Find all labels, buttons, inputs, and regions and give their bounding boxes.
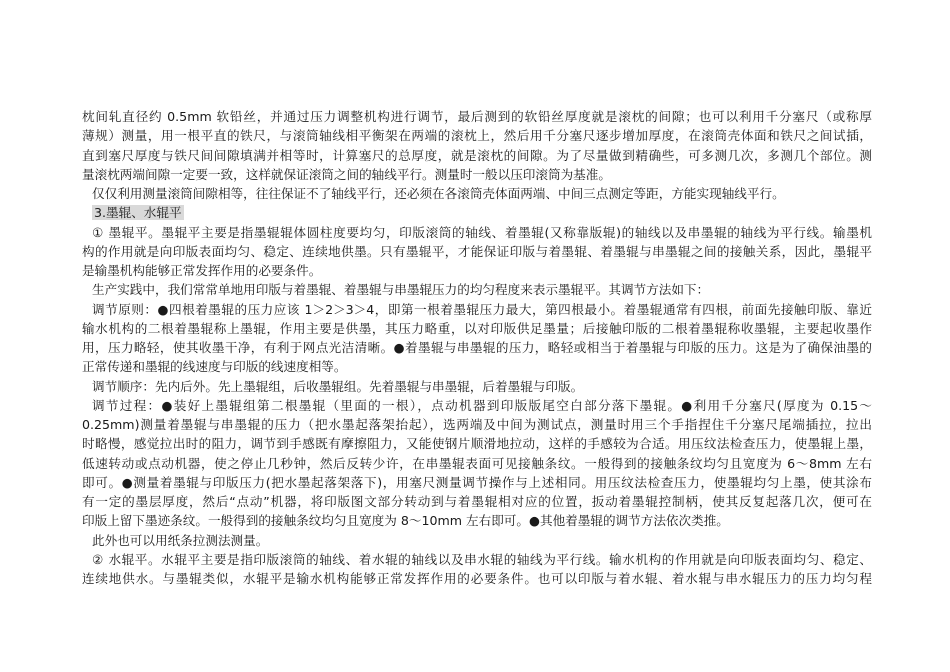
text-line: 即可。●测量着墨辊与印版压力(把水墨起落架落下)，用塞尺测量调节操作与上述相同。用压纹法检查压力，使墨辊均匀上墨，使其涂布: [82, 474, 872, 490]
text-line: 印版上留下墨迹条纹。一般得到的接触条纹均匀且宽度为 8～10mm 左右即可。●其他着墨辊的调节方法依次类推。: [82, 513, 729, 529]
text-line: 枕间轧直径约 0.5mm 软铅丝，并通过压力调整机构进行调节，最后测到的软铅丝厚度就是滚枕的间隙；也可以利用千分塞尺（或称厚: [82, 109, 872, 124]
section-heading: [82, 203, 872, 222]
text-line: 是输墨机构能够正常发挥作用的必要条件。: [82, 263, 322, 278]
text-line: 调节顺序：先内后外。先上墨辊组，后收墨辊组。先着墨辊与串墨辊，后着墨辊与印版。: [92, 378, 584, 394]
text-line: 薄规）测量，用一根平直的铁尺，与滚筒轴线相平衡架在两端的滚枕上，然后用千分塞尺逐步增加厚度，在滚筒壳体面和铁尺之间试插，: [82, 128, 872, 144]
text-line: 仅仅利用测量滚筒间隙相等，往往保证不了轴线平行，还必须在各滚筒壳体面两端、中间三点测定等距，方能实现轴线平行。: [92, 186, 785, 201]
text-line: 调节原则：●四根着墨辊的压力应该 1＞2＞3＞4，即第一根着墨辊压力最大，第四根最小。着墨辊通常有四根，前面先接触印版、靠近: [92, 301, 872, 317]
text-line: 0.25mm)测量着墨辊与串墨辊的压力（把水墨起落架抬起），选两端及中间为测试点，测量时用三个手指捏住千分塞尺尾端插拉，拉出: [82, 417, 872, 432]
text-line: 低速转动或点动机器，使之停止几秒钟，然后反转少许，在串墨辊表面可见接触条纹。一般得到的接触条纹均匀且宽度为 6～8mm 左右: [82, 455, 872, 471]
text-line: 时略慢，感觉拉出时的阻力，调节到手感既有摩擦阻力，又能使钢片顺滑地拉动，这样的手感较为合适。用压纹法检查压力，使墨辊上墨，: [82, 436, 872, 452]
text-line: 此外也可以用纸条拉测法测量。: [92, 532, 269, 548]
text-line: 生产实践中，我们常常单地用印版与着墨辊、着墨辊与串墨辊压力的均匀程度来表示墨辊平。其调节方法如下：: [92, 282, 710, 298]
text-line: 构的作用就是向印版表面均匀、稳定、连续地供墨。只有墨辊平，才能保证印版与着墨辊、着墨辊与串墨辊之间的接触关系，因此，墨辊平: [82, 243, 872, 259]
text-line: 输水机构的二根着墨辊称上墨辊，作用主要是供墨，其压力略重，以对印版供足墨量；后接触印版的二根着墨辊称收墨辊，主要起收墨作: [82, 320, 872, 336]
section-heading-text: 3.墨辊、水辊平: [94, 205, 182, 221]
text-line: ② 水辊平。水辊平主要是指印版滚筒的轴线、着水辊的轴线以及串水辊的轴线为平行线。输水机构的作用就是向印版表面均匀、稳定、: [92, 551, 872, 567]
text-line: 正常传递和墨辊的线速度与印版的线速度相等。: [82, 359, 347, 375]
text-line: ① 墨辊平。墨辊平主要是指墨辊辊体圆柱度要均匀，印版滚筒的轴线、着墨辊(又称靠版辊)的轴线以及串墨辊的轴线为平行线。输墨机: [92, 224, 872, 240]
text-line: 有一定的墨层厚度，然后“点动”机器，将印版图文部分转动到与着墨辊相对应的位置，扳动着墨辊控制柄，使其反复起落几次，便可在: [82, 494, 872, 509]
text-line: 直到塞尺厚度与铁尺间间隙填满并相等时，计算塞尺的总厚度，就是滚枕的间隙。为了尽量做到精确些，可多测几次，多测几个部位。测: [82, 147, 872, 163]
text-line: 调节过程：●装好上墨辊组第二根墨辊（里面的一根），点动机器到印版版尾空白部分落下墨辊。●利用千分塞尺(厚度为 0.15～: [92, 397, 872, 413]
text-line: 用，压力略轻，使其收墨干净，有利于网点光洁清晰。●着墨辊与串墨辊的压力，略轻或相当于着墨辊与印版的压力。这是为了确保油墨的: [82, 340, 872, 355]
text-line: 连续地供水。与墨辊类似，水辊平是输水机构能够正常发挥作用的必要条件。也可以印版与着水辊、着水辊与串水辊压力的压力均匀程: [82, 571, 872, 586]
text-line: 量滚枕两端间隙一定要一致，这样就保证滚筒之间的轴线平行。测量时一般以压印滚筒为基准。: [82, 166, 611, 182]
document-page: [82, 107, 872, 588]
